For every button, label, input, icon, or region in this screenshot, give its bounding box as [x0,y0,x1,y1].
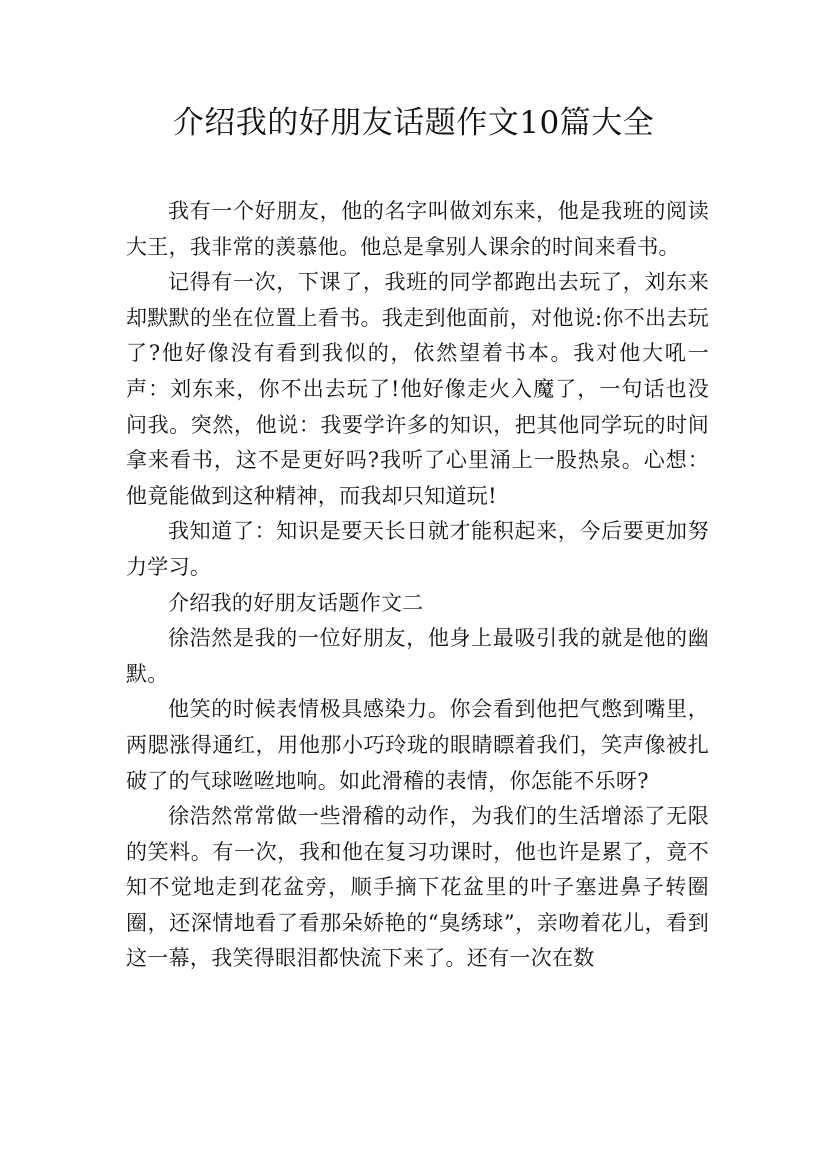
paragraph: 我有一个好朋友，他的名字叫做刘东来，他是我班的阅读大王，我非常的羡慕他。他总是拿别人课余的时间来看书。 [126,199,709,259]
document-title: 介绍我的好朋友话题作文10篇大全 [172,105,655,141]
document-body [126,194,709,977]
paragraph: 我知道了：知识是要天长日就才能积起来，今后要更加努力学习。 [126,519,709,579]
paragraph: 徐浩然是我的一位好朋友，他身上最吸引我的就是他的幽默。 [126,626,709,686]
section-heading: 介绍我的好朋友话题作文二 [168,590,424,615]
paragraph: 记得有一次，下课了，我班的同学都跑出去玩了，刘东来却默默的坐在位置上看书。我走到他面前，对他说:你不出去玩了?他好像没有看到我似的，依然望着书本。我对他大吼一声：刘东来，你不出去玩了!他好像走火入魔了，一句话也没问我。突然，他说：我要学许多的知识，把其他同学玩的时间拿来看书，这不是更好吗?我听了心里涌上一股热泉。心想：他竟能做到这种精神，而我却只知道玩! [126,270,709,508]
paragraph: 他笑的时候表情极具感染力。你会看到他把气憋到嘴里，两腮涨得通红，用他那小巧玲珑的眼睛瞟着我们，笑声像被扎破了的气球咝咝地响。如此滑稽的表情，你怎能不乐呀? [126,697,709,793]
paragraph: 徐浩然常常做一些滑稽的动作，为我们的生活增添了无限的笑料。有一次，我和他在复习功课时，他也许是累了，竟不知不觉地走到花盆旁，顺手摘下花盆里的叶子塞进鼻子转圈圈，还深情地看了看那朵娇艳的“臭绣球”，亲吻着花儿，看到这一幕，我笑得眼泪都快流下来了。还有一次在数 [126,804,709,971]
